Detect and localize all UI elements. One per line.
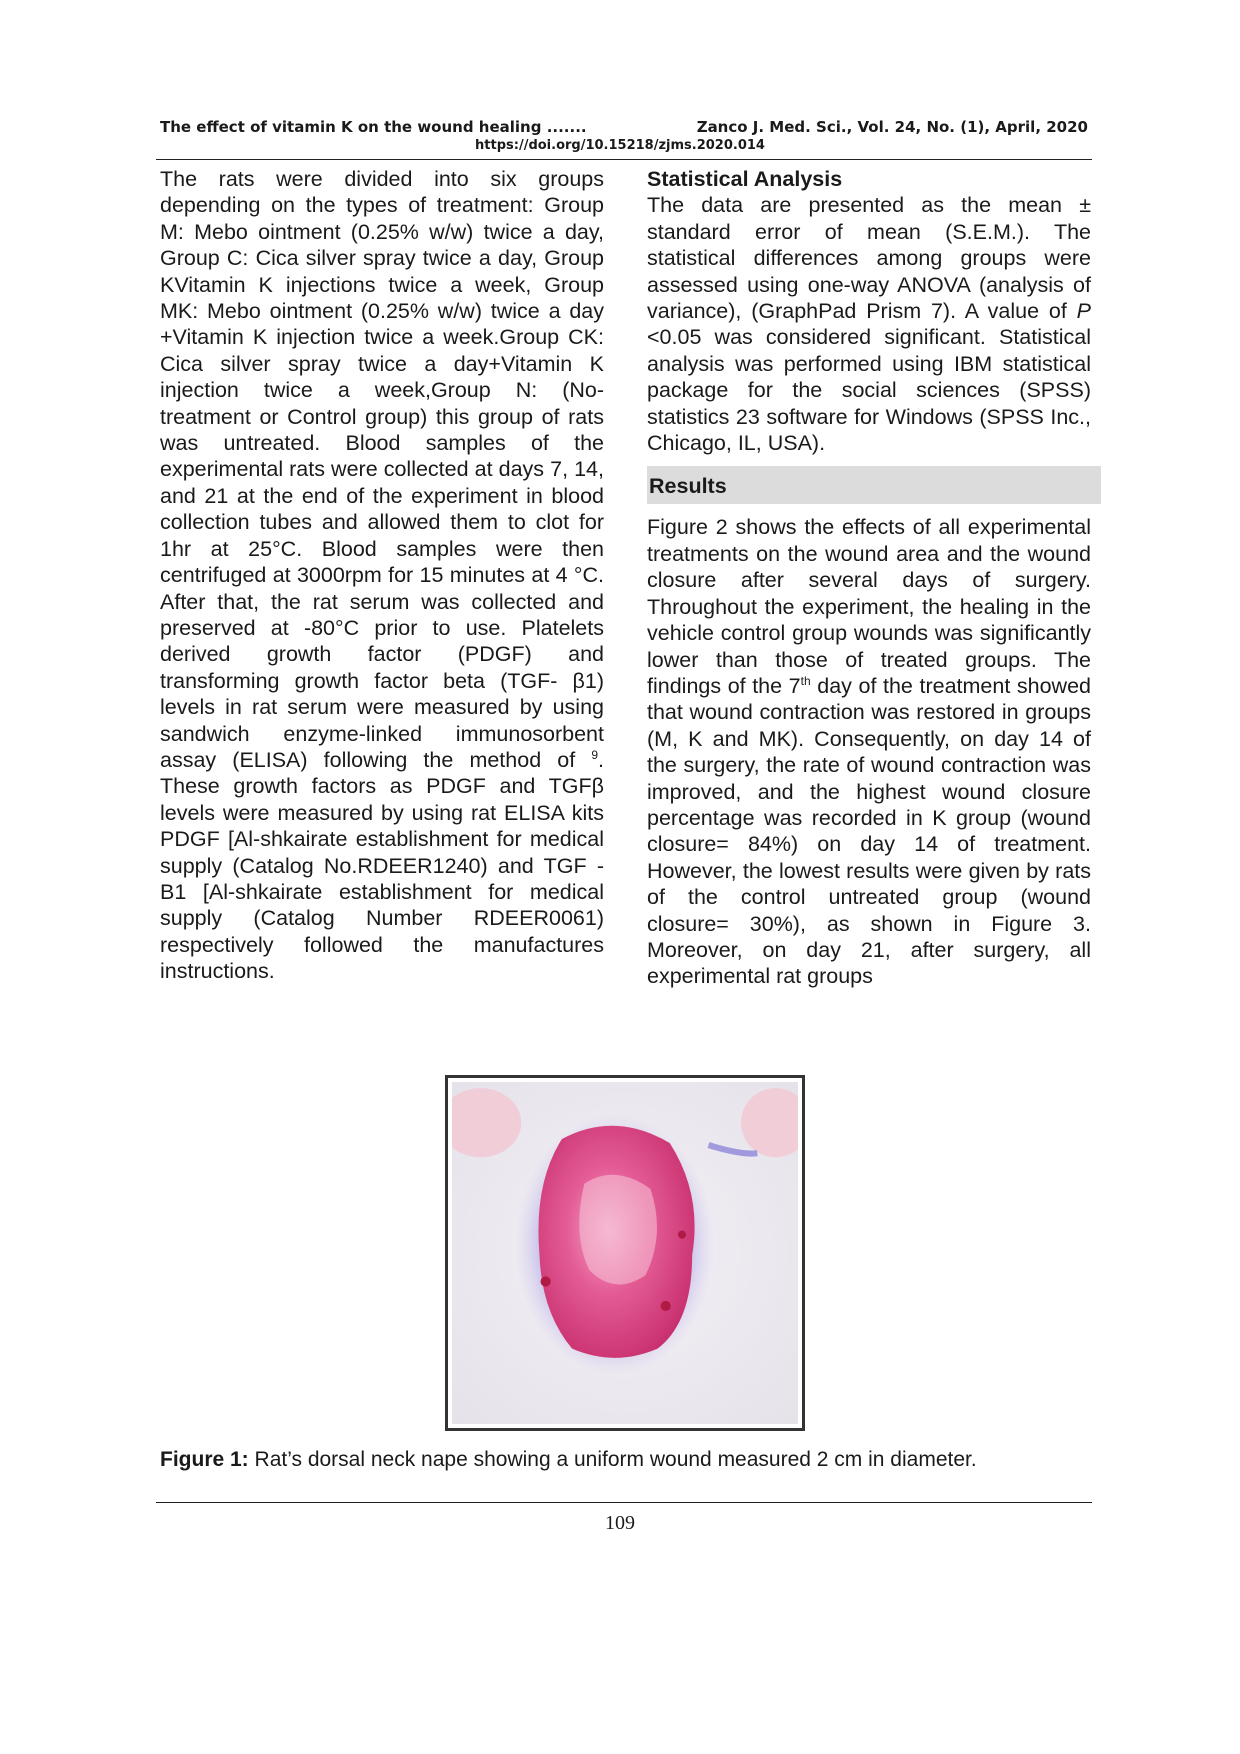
footer-rule [156, 1502, 1092, 1503]
blood-spot [541, 1276, 551, 1286]
statistics-paragraph [647, 192, 1091, 456]
header-rule [156, 159, 1092, 160]
right-column [647, 166, 1091, 990]
wound-highlight [579, 1175, 657, 1285]
figure-1-image [445, 1075, 805, 1431]
methods-text-part1: The rats were divided into six groups depending on the types of treatment: Group M: Mebo ointment (0.25% w/w) twice a day, Group C: Cica silver spray twice a day, Group KVitamin K injections twice a week, Group MK: Mebo ointment (0.25% w/w) twice a day +Vitamin K injection twice a week.Group CK: Cica silver spray twice a day+Vitamin K injection twice a week,Group N: (No- treatment or Control group) this group of rats was untreated. Blood samples of the experimental rats were collected at days 7, 14, and 21 at the end of the experiment in blood collection tubes and allowed them to clot for 1hr at 25°C. Blood samples were then centrifuged at 3000rpm for 15 minutes at 4 °C. After that, the rat serum was collected and preserved at -80°C prior to use. Platelets derived growth factor (PDGF) and transforming growth factor beta (TGF- β1) levels in rat serum were measured by using sandwich enzyme-linked immunosorbent assay (ELISA) following the method of [160, 167, 604, 772]
figure-label: Figure 1: [160, 1448, 249, 1471]
p-value-symbol: P [1076, 299, 1091, 324]
rat-wound-photo [452, 1082, 798, 1424]
page-number: 109 [605, 1512, 635, 1534]
statistical-analysis-heading: Statistical Analysis [647, 167, 843, 191]
reference-9[interactable]: 9 [591, 747, 599, 762]
results-text-part2: day of the treatment showed that wound contraction was restored in groups (M, K and MK). Consequently, on day 14 of the surgery, the rate of wound contraction was improved, and the highest wound closure percentage was recorded in K group (wound closure= 84%) on day 14 of treatment. However, the lowest results were given by rats of the control untreated group (wound closure= 30%), as shown in Figure 3. Moreover, on day 21, after surgery, all experimental rat groups [647, 673, 1091, 989]
doi-link[interactable]: https://doi.org/10.15218/zjms.2020.014 [475, 138, 765, 153]
results-text-part1: Figure 2 shows the effects of all experimental treatments on the wound area and the wound closure after several days of surgery. Throughout the experiment, the healing in the vehicle control group wounds was significantly lower than those of treated groups. The findings of the 7 [647, 515, 1091, 698]
results-paragraph [647, 514, 1091, 989]
stats-text-part2: <0.05 was considered significant. Statistical analysis was performed using IBM statistical package for the social sciences (SPSS) statistics 23 software for Windows (SPSS Inc., Chicago, IL, USA). [647, 325, 1091, 456]
blood-spot [661, 1301, 671, 1311]
left-column [160, 166, 604, 985]
journal-citation: Zanco J. Med. Sci., Vol. 24, No. (1), April, 2020 [696, 118, 1088, 136]
blood-spot [678, 1231, 686, 1239]
methods-paragraph [160, 166, 604, 985]
ordinal-suffix: th [800, 673, 811, 688]
figure-caption-text: Rat’s dorsal neck nape showing a uniform wound measured 2 cm in diameter. [248, 1448, 977, 1471]
stats-text-part1: The data are presented as the mean ± standard error of mean (S.E.M.). The statistical differences among groups were assessed using one-way ANOVA (analysis of variance), (GraphPad Prism 7). A value of [647, 193, 1091, 324]
methods-text-part2: . These growth factors as PDGF and TGFβ levels were measured by using rat ELISA kits PDGF [Al-shkairate establishment for medical supply (Catalog No.RDEER1240) and TGF -B1 [Al-shkairate establishment for medical supply (Catalog Number RDEER0061) respectively followed the manufactures instructions. [160, 747, 604, 984]
results-heading: Results [647, 466, 1101, 504]
running-title: The effect of vitamin K on the wound healing ....... [160, 118, 587, 136]
figure-1-caption [160, 1448, 977, 1472]
